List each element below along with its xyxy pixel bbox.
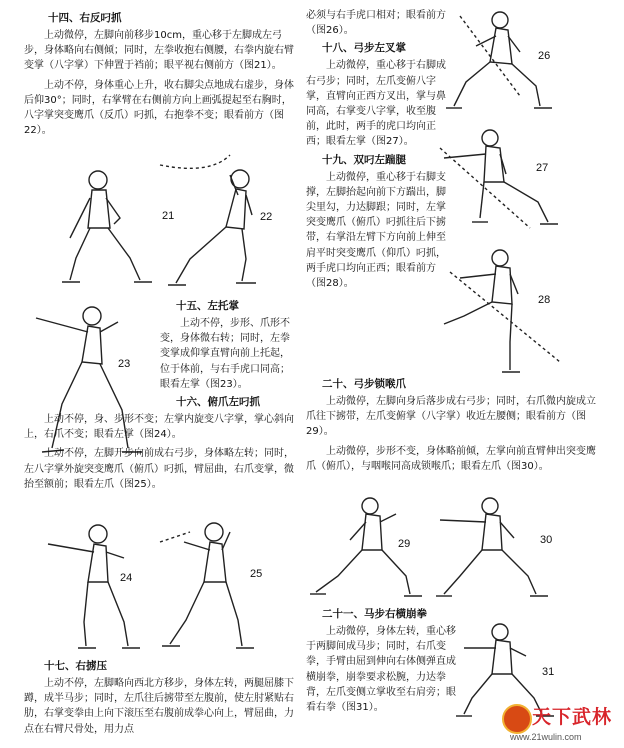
figure-24-number: 24 <box>120 572 133 584</box>
figure-28-number: 28 <box>538 294 551 306</box>
figure-22-number: 22 <box>260 211 273 223</box>
section-18-title: 十八、弓步左叉掌 <box>322 42 406 55</box>
section-19-para-1: 上动微停，重心移于右脚支撑，左脚抬起向前下方踹出，脚尖里勾，力达脚跟；同时，左掌突变鹰爪（俯爪）叼抓往后下掳带，右掌沿左臂下方向前上伸至肩平时突变鹰爪（仰爪）叼抓，两手虎口均向正西；眼看前方（图28）。 <box>306 171 446 290</box>
figure-30-number: 30 <box>540 534 553 546</box>
figure-30 <box>430 490 600 600</box>
left-col-bottom <box>24 656 296 737</box>
section-14-para-2: 上动不停，身体重心上升，收右脚尖点地成右虚步，身体后仰30°；同时，右掌臂在右侧前方向上画弧提起至右胸时，八字掌突变鹰爪（反爪）叼抓，右抱拳不变；眼看前方（图22）。 <box>24 79 294 137</box>
figure-26-number: 26 <box>538 50 551 62</box>
figure-26-illustration <box>440 6 590 116</box>
section-17-para-1: 上动不停，左脚略向西北方移步，身体左转，两腿屈膝下蹲，成半马步；同时，左爪往后掳带至左腹前，使左肘紧贴右肋，右掌变拳由上向下滚压至右腹前成拳心向上，臂屈曲，力点在右臂尺骨处，用力点 <box>24 678 294 735</box>
figure-25 <box>150 512 290 652</box>
left-col-mid-1 <box>160 296 296 412</box>
figure-28 <box>440 232 590 382</box>
figure-27-illustration <box>440 118 590 230</box>
section-21-para-1: 上动微停，身体左转，重心移于两脚间成马步；同时，右爪变拳，手臂由屈到伸向右体侧弹直成横崩拳，崩拳要求松腕，力达拳背，左爪变侧立掌收至右肩旁；眼看右拳（图31）。 <box>306 626 456 714</box>
right-col-mid <box>306 374 602 474</box>
section-16-title: 十六、俯爪左叼抓 <box>176 396 260 409</box>
figure-25-number: 25 <box>250 568 263 580</box>
section-16-para-2: 上动不停，左脚开步向前成右弓步，身体略左转；同时，左八字掌外旋突变鹰爪（俯爪）叼抓，臂屈曲，右爪变掌，微抬至额前；眼看左爪（图25）。 <box>24 448 294 490</box>
watermark-emblem-icon <box>502 704 532 734</box>
figure-26 <box>440 6 590 116</box>
figure-21-number: 21 <box>162 210 175 222</box>
figure-21 <box>40 158 175 288</box>
section-18-para-1: 上动微停，重心移于右脚成右弓步；同时，左爪变俯八字掌，直臂向正西方叉出，掌与鼻同高，右掌变八字掌，收至腹前，此时，两手的虎口均向正西；眼看左掌（图27）。 <box>306 60 446 148</box>
section-19-title: 十九、双叼左踹腿 <box>322 153 406 166</box>
figure-29-illustration <box>310 490 450 600</box>
right-col-bottom <box>306 604 462 715</box>
section-16-para-1: 上动不停，身、步形不变；左掌内旋变八字掌，掌心斜向上，右爪不变；眼看左掌（图24）。 <box>24 414 294 441</box>
watermark-url: www.21wulin.com <box>510 732 582 742</box>
left-col-mid-2 <box>24 412 296 492</box>
figure-22 <box>160 155 290 290</box>
figure-21-illustration <box>40 158 160 288</box>
figure-24-illustration <box>28 512 158 652</box>
right-col-top <box>306 8 446 291</box>
section-20-para-1: 上动微停，左脚向身后落步成右弓步；同时，右爪微内旋成立爪往下掳带，左爪变俯掌（八字掌）收近左腰侧；眼看前方（图29）。 <box>306 396 596 438</box>
figure-29 <box>310 490 450 600</box>
figure-23-number: 23 <box>118 358 131 370</box>
section-14-para-1: 上动微停，左脚向前移步10cm，重心移于左脚成左弓步，身体略向右侧倾；同时，左拳收抱右侧腰，右拳内旋右臂变掌（八字掌）下伸置于裆前；眼平视右侧前方（图21）。 <box>24 30 294 72</box>
figure-24 <box>28 512 158 652</box>
figure-31-number: 31 <box>542 666 555 678</box>
section-20-title: 二十、弓步锁喉爪 <box>322 378 406 390</box>
watermark <box>500 700 620 746</box>
figure-27 <box>440 118 590 230</box>
section-15-title: 十五、左托掌 <box>176 300 239 312</box>
section-20-para-2: 上动微停，步形不变，身体略前倾，左掌向前直臂伸出突变鹰爪（俯爪），与咽喉同高成锁喉爪；眼看左爪（图30）。 <box>306 445 596 472</box>
figure-28-illustration <box>440 232 590 382</box>
section-17-continuation: 必须与右手虎口相对；眼看前方（图26）。 <box>306 10 446 37</box>
figure-27-number: 27 <box>536 162 549 174</box>
section-21-title: 二十一、马步右横崩拳 <box>322 608 427 620</box>
figure-25-illustration <box>150 512 290 652</box>
section-14-title: 十四、右反叼抓 <box>48 12 122 24</box>
figure-29-number: 29 <box>398 538 411 550</box>
section-17-title: 十七、右掳压 <box>44 660 107 672</box>
left-col-top <box>24 8 296 138</box>
figure-30-illustration <box>430 490 600 600</box>
watermark-logo-text: 天下武林 <box>532 706 613 728</box>
section-15-para-1: 上动不停，步形、爪形不变，身体微右转；同时，左拳变掌成仰掌直臂向前上托起，位于体前，与右手虎口同高；眼看左掌（图23）。 <box>160 318 290 390</box>
